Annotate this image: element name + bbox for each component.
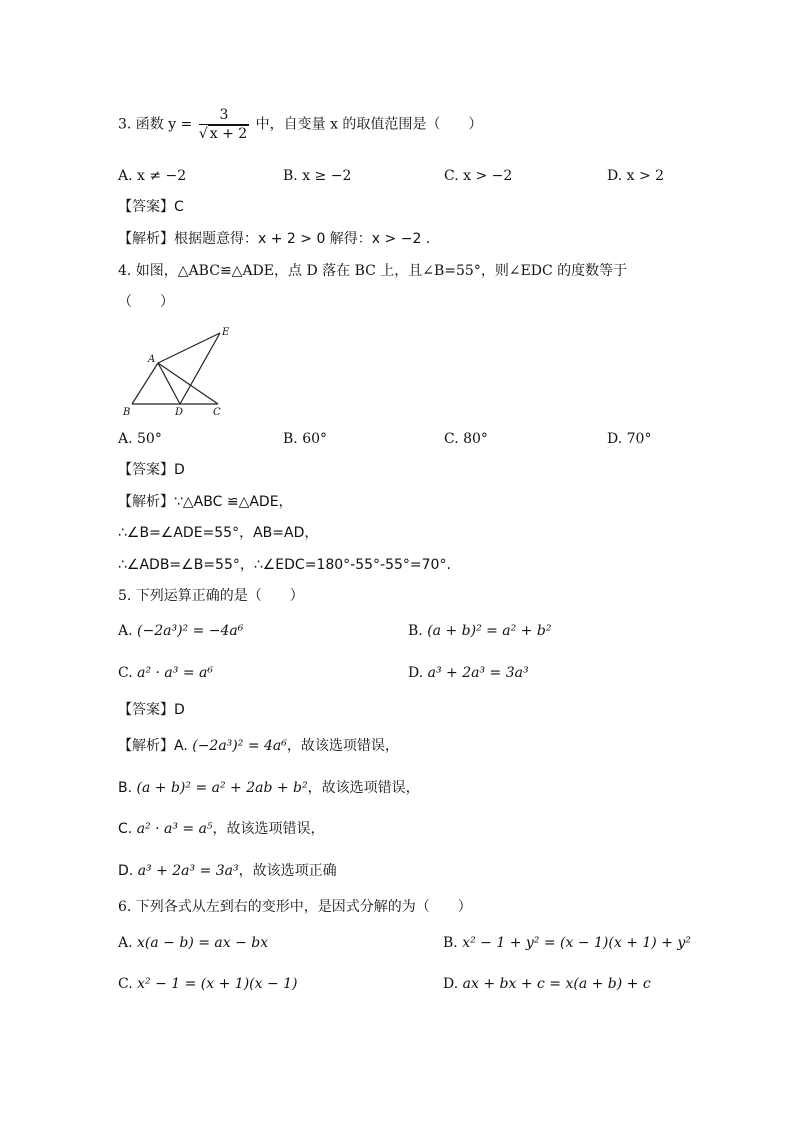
label-b: B <box>123 407 131 418</box>
segment-ad <box>158 363 180 404</box>
q5-analysis-c-label: C. <box>118 821 133 837</box>
q6-option-d-label: D. <box>443 976 459 992</box>
q3-option-a: A. x ≠ −2 <box>118 168 187 184</box>
q5-option-c-label: C. <box>118 665 133 681</box>
q4-option-d: D. 70° <box>607 431 652 447</box>
q5-analysis-c <box>118 820 325 838</box>
q3-suffix: 中，自变量 x 的取值范围是（ ） <box>255 116 483 133</box>
q6-option-a-expr: x(a − b) = ax − bx <box>137 935 269 951</box>
label-d: D <box>175 407 184 418</box>
q3-option-b: B. x ≥ −2 <box>283 168 352 184</box>
q4-analysis-3: ∴∠ADB=∠B=55°，∴∠EDC=180°-55°-55°=70°. <box>118 557 451 573</box>
label-c: C <box>213 407 221 418</box>
q6-stem: 6. 下列各式从左到右的变形中，是因式分解的为（ ） <box>118 899 472 915</box>
q5-answer: 【答案】D <box>118 702 185 718</box>
q4-option-a: A. 50° <box>118 431 162 447</box>
q5-analysis-b-label: B. <box>118 780 133 796</box>
q5-option-b-expr: (a + b)² = a² + b² <box>427 623 552 639</box>
q5-option-c <box>118 664 213 682</box>
q5-analysis-c-tail: ，故该选项错误， <box>212 821 325 837</box>
q3-radicand: x + 2 <box>209 126 248 142</box>
q3-stem <box>118 106 482 143</box>
q5-option-c-expr: a² · a³ = a⁶ <box>137 665 213 681</box>
q5-option-b-label: B. <box>408 623 423 639</box>
q4-analysis-1: 【解析】∵△ABC ≌△ADE， <box>118 494 293 510</box>
q4-answer: 【答案】D <box>118 462 185 478</box>
q5-analysis-c-expr: a² · a³ = a⁵ <box>136 821 213 837</box>
segment-de <box>180 333 220 404</box>
q6-option-b <box>443 934 691 952</box>
q5-analysis-d-label: D. <box>118 863 134 879</box>
q5-option-a-label: A. <box>118 623 133 639</box>
q5-analysis-d-expr: a³ + 2a³ = 3a³ <box>137 863 239 879</box>
label-a: A <box>148 354 156 365</box>
q3-analysis: 【解析】根据题意得：x + 2 > 0 解得：x > −2 . <box>118 231 431 247</box>
q6-option-d-expr: ax + bx + c = x(a + b) + c <box>462 976 651 992</box>
q6-option-a <box>118 934 268 952</box>
q5-analysis-a-tail: ，故该选项错误， <box>286 738 399 754</box>
q5-analysis-d-tail: ，故该选项正确 <box>238 863 337 879</box>
q5-stem: 5. 下列运算正确的是（ ） <box>118 588 304 604</box>
q4-stem: 4. 如图，△ABC≌△ADE，点 D 落在 BC 上，且∠B=55°，则∠EDC 的度数等于 <box>118 263 628 279</box>
q5-option-d-label: D. <box>408 665 424 681</box>
q5-analysis-a-expr: (−2a³)² = 4a⁶ <box>192 738 287 754</box>
q5-analysis-b-tail: ，故该选项错误， <box>307 780 420 796</box>
q6-option-b-expr: x² − 1 + y² = (x − 1)(x + 1) + y² <box>462 935 691 951</box>
q5-analysis-head: 【解析】A. <box>118 738 188 754</box>
q5-analysis-a <box>118 737 399 755</box>
q5-option-a <box>118 622 243 640</box>
segment-ae <box>158 333 220 363</box>
q4-figure <box>118 323 238 418</box>
label-e: E <box>222 327 230 338</box>
q6-option-b-label: B. <box>443 935 458 951</box>
q5-option-d-expr: a³ + 2a³ = 3a³ <box>427 665 529 681</box>
q3-frac-num: 3 <box>199 106 249 125</box>
q3-prefix: 3. 函数 y = <box>118 116 193 133</box>
q3-answer: 【答案】C <box>118 199 184 215</box>
q6-option-c-expr: x² − 1 = (x + 1)(x − 1) <box>137 976 298 992</box>
q5-analysis-b <box>118 779 420 797</box>
q5-analysis-b-expr: (a + b)² = a² + 2ab + b² <box>136 780 308 796</box>
q5-analysis-d <box>118 862 337 880</box>
q6-option-c <box>118 975 298 993</box>
q6-option-c-label: C. <box>118 976 133 992</box>
q6-option-a-label: A. <box>118 935 133 951</box>
q3-fraction <box>199 106 249 143</box>
q3-option-d: D. x > 2 <box>607 168 665 184</box>
q3-frac-den: √ x + 2 <box>198 126 248 142</box>
q4-paren: （ ） <box>118 294 174 310</box>
q5-option-b <box>408 622 551 640</box>
segment-ab <box>132 363 158 404</box>
q4-option-c: C. 80° <box>444 431 488 447</box>
q5-option-a-expr: (−2a³)² = −4a⁶ <box>137 623 244 639</box>
q6-option-d <box>443 975 651 993</box>
q5-option-d <box>408 664 529 682</box>
segment-ac <box>158 363 218 404</box>
q4-option-b: B. 60° <box>283 431 328 447</box>
q3-option-c: C. x > −2 <box>444 168 513 184</box>
q4-analysis-2: ∴∠B=∠ADE=55°，AB=AD， <box>118 525 319 541</box>
